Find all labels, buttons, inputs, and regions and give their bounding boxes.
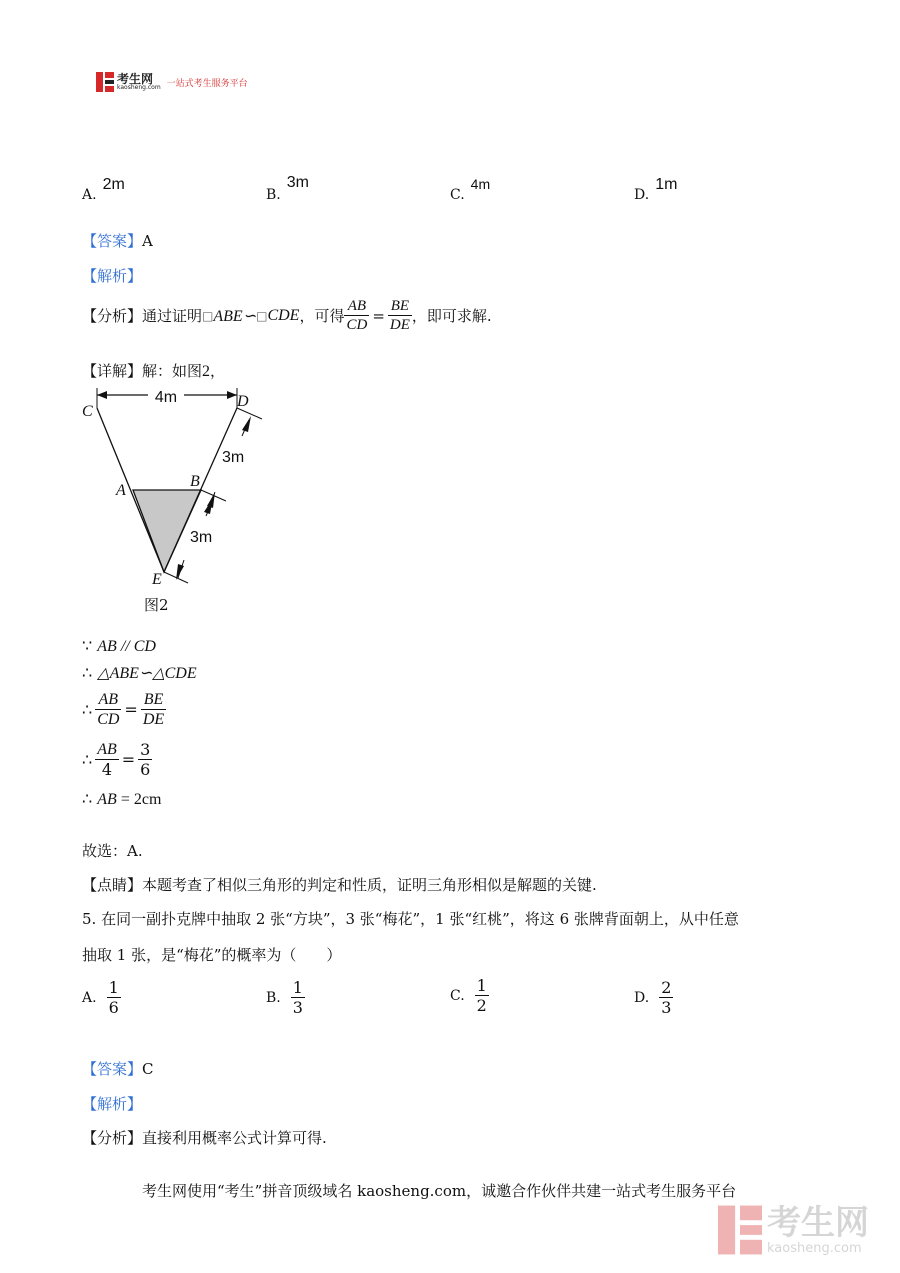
figure-2 [70, 380, 290, 620]
logo-sub-text: kaosheng.com [117, 84, 161, 91]
q5-option-d: D. $\frac{2}{3}$ [634, 978, 672, 1018]
q4-detail: 【详解】解：如图2， [82, 362, 226, 380]
watermark-main: 考生网 [767, 1202, 869, 1243]
q5-fenxi: 【分析】直接利用概率公式计算可得. [82, 1129, 327, 1147]
point-e: E [152, 571, 162, 588]
q4-option-c: C.4m [450, 176, 491, 203]
q4-option-b: B.3m [266, 174, 309, 203]
fenxi-fraction-1: $\frac{AB}{CD}$ [346, 298, 368, 333]
q5-option-b: B. $\frac{1}{3}$ [266, 978, 303, 1018]
point-b: B [190, 473, 200, 490]
q5-analysis-tag: 【解析】 [82, 1095, 143, 1113]
label-top-length: 4m [154, 389, 178, 406]
q4-option-a: A.2m [82, 176, 125, 203]
step-1: ∵ AB // CD [82, 636, 156, 655]
q4-analysis-tag: 【解析】 [82, 267, 143, 285]
step-3: ∴ $\frac{AB}{CD}$ = $\frac{BE}{DE}$ [82, 691, 165, 729]
logo-slogan: 一站式考生服务平台 [166, 78, 248, 89]
footer-watermark [718, 1202, 869, 1256]
q4-answer [82, 230, 153, 251]
answer-tag: 【答案】 [82, 232, 143, 250]
q5-answer: 【答案】C [82, 1060, 154, 1078]
step-5: ∴ AB = 2cm [82, 789, 162, 808]
q4-choose: 故选：A. [82, 842, 143, 860]
step-2: ∴ △ABE∽△CDE [82, 663, 197, 682]
label-be-length: 3m [190, 529, 213, 546]
watermark-logo-icon [718, 1205, 762, 1255]
answer-value: A [142, 232, 153, 250]
logo-main-text: 考生网 [117, 72, 154, 86]
fenxi-fraction-2: $\frac{BE}{DE}$ [389, 298, 410, 333]
logo-icon [96, 72, 114, 92]
watermark-sub: kaosheng.com [767, 1240, 862, 1256]
q5-option-a: A. $\frac{1}{6}$ [82, 978, 119, 1018]
label-bd-length: 3m [222, 449, 245, 466]
footer-text: 考生网使用“考生”拼音顶级域名 kaosheng.com，诚邀合作伙伴共建一站式考生服务平台 [142, 1182, 737, 1200]
point-a: A [116, 482, 126, 499]
point-d: D [237, 393, 249, 410]
q5-option-c: C. $\frac{1}{2}$ [450, 976, 487, 1016]
q4-dianjing: 【点睛】本题考查了相似三角形的判定和性质，证明三角形相似是解题的关键. [82, 876, 597, 894]
q4-fenxi: 【分析】 通过证明 □ ABE∽ □ CDE ，可得 $\frac{AB}{CD}$ = $\frac{BE}{DE}$ ，即可求解. [82, 298, 492, 333]
figure-caption: 图2 [144, 596, 169, 614]
q5-question-line1: 5. 在同一副扑克牌中抽取 2 张“方块”，3 张“梅花”，1 张“红桃”，将这 6 张牌背面朝上，从中任意 [82, 910, 739, 928]
point-c: C [82, 403, 93, 420]
step-4: ∴ $\frac{AB}{4}$ = $\frac{3}{6}$ [82, 740, 151, 780]
header-logo [96, 72, 248, 92]
q4-option-d: D.1m [634, 176, 678, 203]
q5-question-line2: 抽取 1 张，是“梅花”的概率为（ ） [82, 946, 342, 964]
